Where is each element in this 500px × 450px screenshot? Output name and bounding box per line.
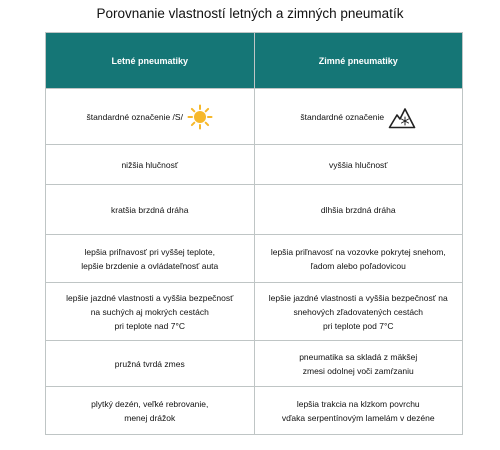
cell-line: lepšie jazdné vlastnosti a vyššia bezpečnosť [66, 292, 234, 303]
sun-icon [187, 104, 213, 130]
cell-line: vďaka serpentínovým lamelám v dezéne [281, 412, 435, 423]
cell-summer [46, 283, 255, 341]
cell-line: lepšie brzdenie a ovládateľnosť auta [81, 260, 219, 271]
cell-winter: dlhšia brzdná dráha [254, 185, 463, 235]
table-row [46, 283, 463, 341]
table-row [46, 387, 463, 435]
cell-line: lepšie jazdné vlastnosti a vyššia bezpečnosť na [268, 292, 448, 303]
cell-line: pri teplote nad 7°C [114, 320, 185, 331]
cell-winter [254, 89, 463, 145]
cell-winter: vyššia hlučnosť [254, 145, 463, 185]
table-row [46, 185, 463, 235]
cell-winter [254, 283, 463, 341]
cell-line: na suchých aj mokrých cestách [90, 306, 209, 317]
header-winter: Zimné pneumatiky [254, 33, 463, 89]
cell-line: plytký dezén, veľké rebrovanie, [91, 398, 209, 409]
cell-line: lepšia trakcia na klzkom povrchu [296, 398, 420, 409]
cell-line: pneumatika sa skladá z mäkšej [299, 351, 418, 362]
table-row [46, 89, 463, 145]
table-row [46, 341, 463, 387]
cell-summer: pružná tvrdá zmes [46, 341, 255, 387]
cell-line: snehových zľadovatených cestách [293, 306, 424, 317]
cell-line: lepšia priľnavosť na vozovke pokrytej snehom, [270, 246, 446, 257]
header-summer: Letné pneumatiky [46, 33, 255, 89]
cell-text: štandardné označenie [300, 111, 385, 122]
page-title: Porovnanie vlastností letných a zimných pneumatík [96, 6, 404, 21]
cell-text: štandardné označenie /S/ [86, 111, 183, 122]
cell-winter [254, 341, 463, 387]
cell-winter [254, 387, 463, 435]
cell-summer: nižšia hlučnosť [46, 145, 255, 185]
table-row [46, 235, 463, 283]
cell-line: ľadom alebo poľadovicou [310, 260, 406, 271]
cell-line: menej drážok [124, 412, 176, 423]
cell-winter [254, 235, 463, 283]
comparison-table [45, 32, 463, 435]
cell-line: lepšia priľnavosť pri vyššej teplote, [84, 246, 215, 257]
cell-summer [46, 235, 255, 283]
mountain-snowflake-icon [388, 105, 416, 129]
cell-line: pri teplote pod 7°C [323, 320, 394, 331]
table-row [46, 145, 463, 185]
table-header-row [46, 33, 463, 89]
cell-summer [46, 387, 255, 435]
cell-line: zmesi odolnej voči zamŕzaniu [302, 365, 414, 376]
cell-summer [46, 89, 255, 145]
cell-summer: kratšia brzdná dráha [46, 185, 255, 235]
